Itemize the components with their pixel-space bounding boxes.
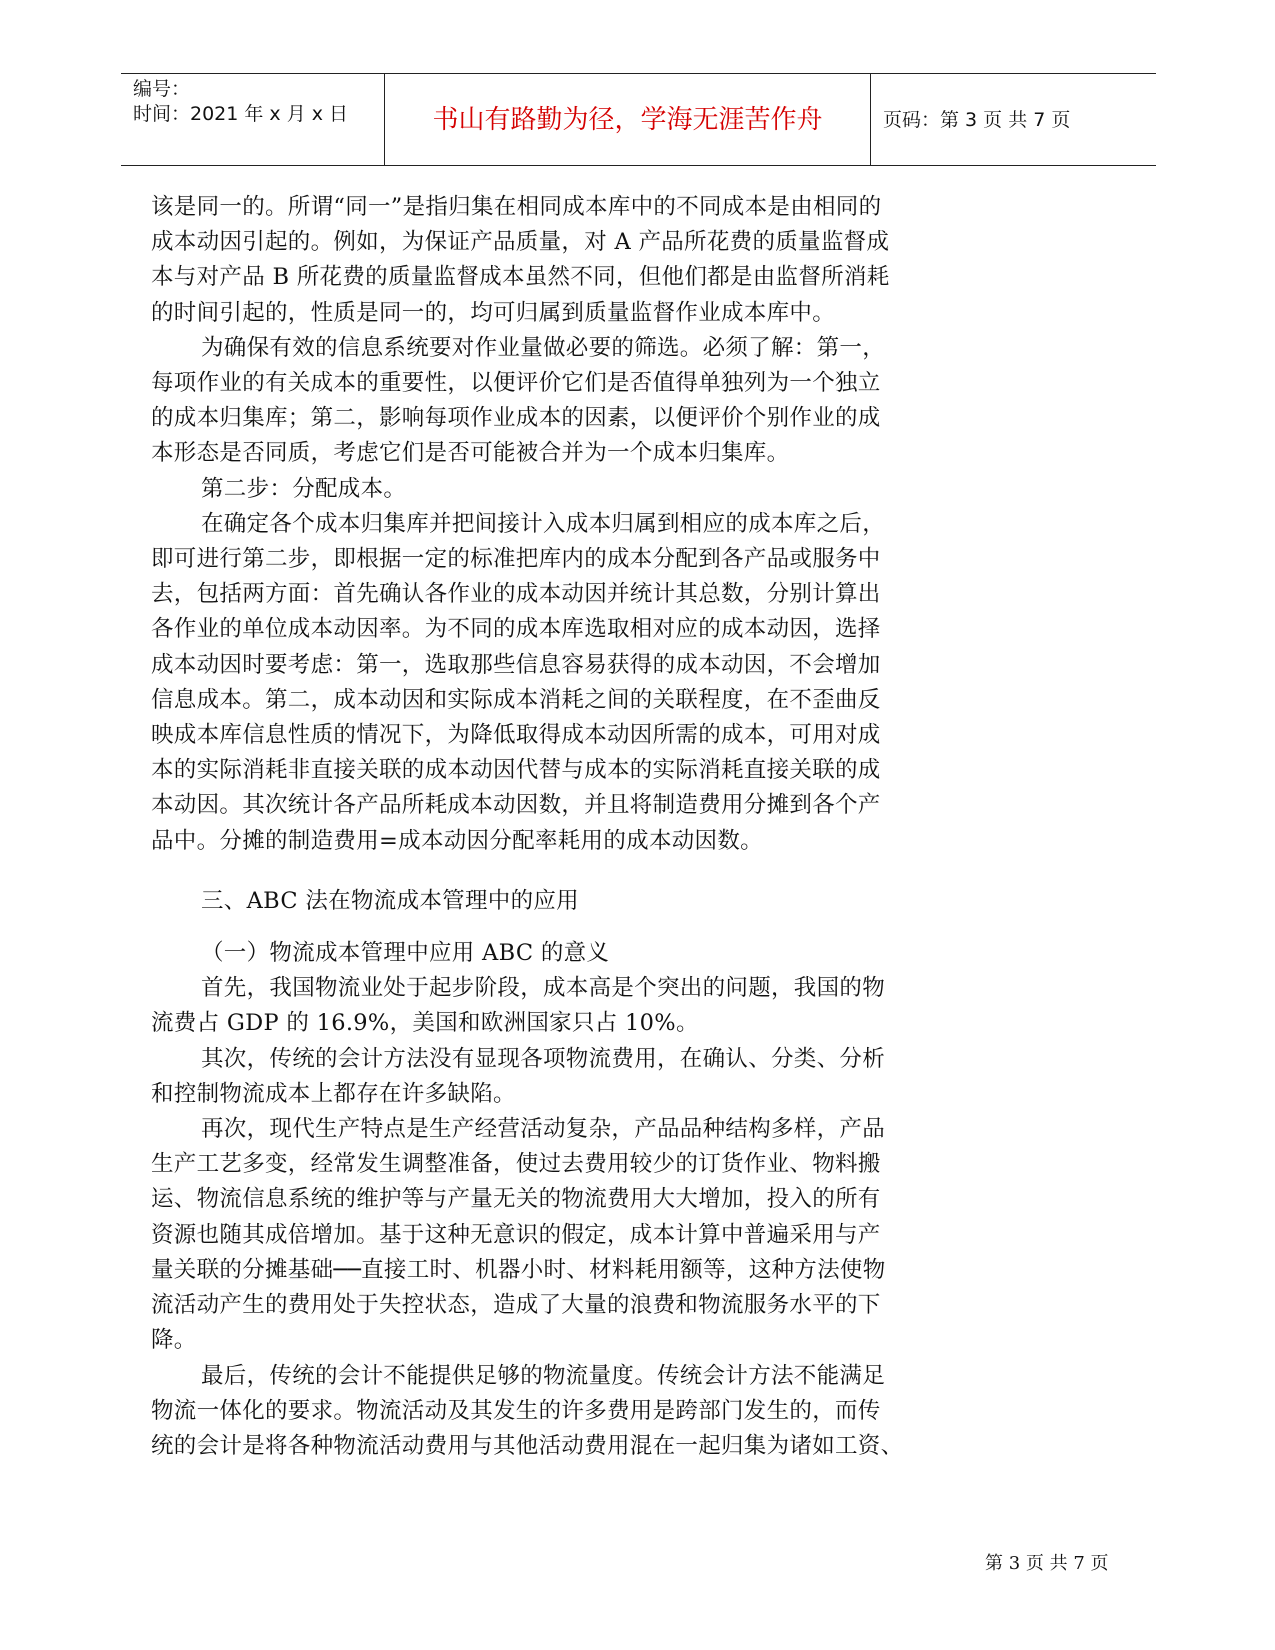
section-heading: 三、ABC 法在物流成本管理中的应用 <box>201 887 579 914</box>
text-line: 降。 <box>151 1327 197 1354</box>
text-line: 统的会计是将各种物流活动费用与其他活动费用混在一起归集为诸如工资、 <box>151 1432 904 1459</box>
header-motto-cell <box>384 74 871 165</box>
paragraph-gap <box>151 859 961 884</box>
text-line: 本与对产品 B 所花费的质量监督成本虽然不同，但他们都是由监督所消耗 <box>151 264 890 291</box>
text-line: 其次，传统的会计方法没有显现各项物流费用，在确认、分类、分析 <box>201 1045 886 1072</box>
text-line: 的成本归集库；第二，影响每项作业成本的因素，以便评价个别作业的成 <box>151 405 881 432</box>
header-left-cell <box>121 74 384 165</box>
text-line: 资源也随其成倍增加。基于这种无意识的假定，成本计算中普遍采用与产 <box>151 1221 881 1248</box>
text-line: 本形态是否同质，考虑它们是否可能被合并为一个成本归集库。 <box>151 440 790 467</box>
step-heading: 第二步：分配成本。 <box>201 475 407 502</box>
text-line: 为确保有效的信息系统要对作业量做必要的筛选。必须了解：第一， <box>201 334 886 361</box>
header-right-cell <box>871 74 1156 165</box>
header-motto: 书山有路勤为径，学海无涯苦作舟 <box>432 105 823 135</box>
document-body <box>151 190 961 1464</box>
text-line: 成本动因时要考虑：第一，选取那些信息容易获得的成本动因，不会增加 <box>151 651 881 678</box>
text-line: 物流一体化的要求。物流活动及其发生的许多费用是跨部门发生的，而传 <box>151 1397 881 1424</box>
text-line: 成本动因引起的。例如，为保证产品质量，对 A 产品所花费的质量监督成 <box>151 229 890 256</box>
text-line: 生产工艺多变，经常发生调整准备，使过去费用较少的订货作业、物料搬 <box>151 1151 881 1178</box>
page-header <box>121 73 1156 166</box>
text-line: 量关联的分摊基础──直接工时、机器小时、材料耗用额等，这种方法使物 <box>151 1256 886 1283</box>
text-line: 首先，我国物流业处于起步阶段，成本高是个突出的问题，我国的物 <box>201 975 886 1002</box>
text-line: 再次，现代生产特点是生产经营活动复杂，产品品种结构多样，产品 <box>201 1116 886 1143</box>
text-line: 品中。分摊的制造费用=成本动因分配率耗用的成本动因数。 <box>151 827 763 854</box>
text-line: 的时间引起的，性质是同一的，均可归属到质量监督作业成本库中。 <box>151 299 836 326</box>
text-line: 和控制物流成本上都存在许多缺陷。 <box>151 1080 516 1107</box>
text-line: 流费占 GDP 的 16.9%，美国和欧洲国家只占 10%。 <box>151 1010 699 1037</box>
text-line: 在确定各个成本归集库并把间接计入成本归属到相应的成本库之后， <box>201 510 886 537</box>
text-line: 本动因。其次统计各产品所耗成本动因数，并且将制造费用分摊到各个产 <box>151 792 881 819</box>
text-line: 信息成本。第二，成本动因和实际成本消耗之间的关联程度，在不歪曲反 <box>151 686 881 713</box>
paragraph-gap <box>151 919 961 936</box>
subsection-heading: （一）物流成本管理中应用 ABC 的意义 <box>201 940 610 967</box>
text-line: 本的实际消耗非直接关联的成本动因代替与成本的实际消耗直接关联的成 <box>151 757 881 784</box>
text-line: 映成本库信息性质的情况下，为降低取得成本动因所需的成本，可用对成 <box>151 722 881 749</box>
page-footer: 第 3 页 共 7 页 <box>985 1553 1109 1574</box>
text-line: 每项作业的有关成本的重要性，以便评价它们是否值得单独列为一个独立 <box>151 370 881 397</box>
text-line: 各作业的单位成本动因率。为不同的成本库选取相对应的成本动因，选择 <box>151 616 881 643</box>
text-line: 运、物流信息系统的维护等与产量无关的物流费用大大增加，投入的所有 <box>151 1186 881 1213</box>
text-line: 该是同一的。所谓“同一”是指归集在相同成本库中的不同成本是由相同的 <box>151 194 882 220</box>
text-line: 即可进行第二步，即根据一定的标准把库内的成本分配到各产品或服务中 <box>151 546 881 573</box>
header-page-number: 页码：第 3 页 共 7 页 <box>883 109 1071 131</box>
document-time-label: 时间：2021 年 x 月 x 日 <box>133 103 349 125</box>
text-line: 去，包括两方面：首先确认各作业的成本动因并统计其总数，分别计算出 <box>151 581 881 608</box>
text-line: 流活动产生的费用处于失控状态，造成了大量的浪费和物流服务水平的下 <box>151 1292 881 1319</box>
document-number-label: 编号： <box>133 78 191 100</box>
text-line: 最后，传统的会计不能提供足够的物流量度。传统会计方法不能满足 <box>201 1362 886 1389</box>
